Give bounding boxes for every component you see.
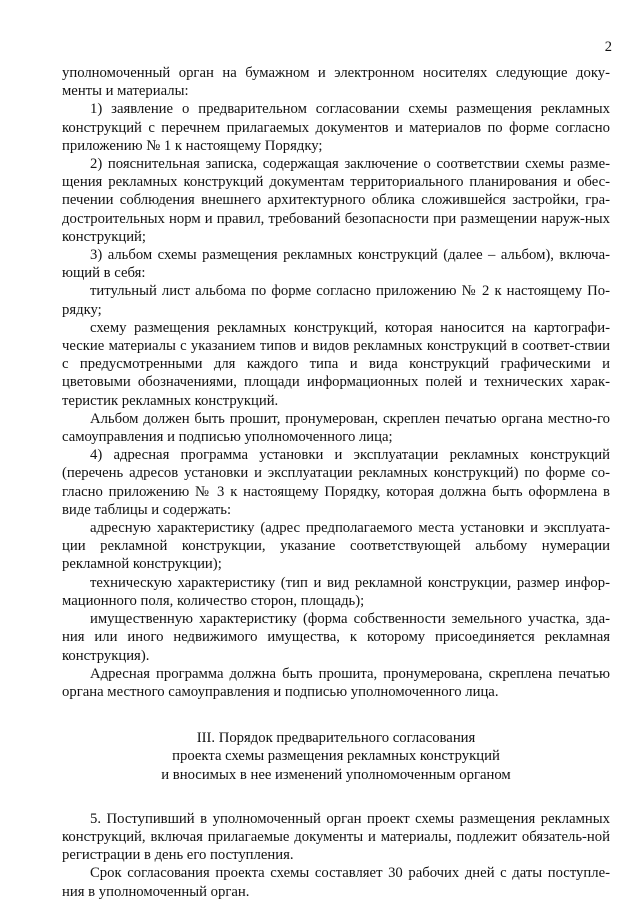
paragraph: 1) заявление о предварительном согласовании схемы размещения рекламных конструкций с перечнем прилагаемых документов и материалов по форме согласно приложению № 1 к настоящему Порядку; [62, 101, 610, 154]
paragraph: титульный лист альбома по форме согласно приложению № 2 к настоящему По-рядку; [62, 283, 610, 318]
section-heading [62, 729, 610, 784]
paragraph: 4) адресная программа установки и эксплуатации рекламных конструкций (перечень адресов установки и эксплуатации рекламных конструкций) по форме со-гласно приложению № 3 к настоящему Порядку, которая должна быть оформлена в виде таблицы и содержать: [62, 447, 610, 518]
paragraph: техническую характеристику (тип и вид рекламной конструкции, размер инфор-мационного поля, количество сторон, площадь); [62, 574, 610, 609]
section-heading-line: проекта схемы размещения рекламных конструкций [172, 748, 500, 765]
page-number: 2 [604, 39, 612, 55]
paragraph: Альбом должен быть прошит, пронумерован, скреплен печатью органа местно-го самоуправления и подписью уполномоченного лица; [62, 410, 610, 446]
paragraph: 2) пояснительная записка, содержащая заключение о соответствии схемы разме-щения рекламных конструкций документам территориального планирования и обес-печении соблюдения внешнего архитектурного облика сложившейся застройки, гра-достроительных норм и правил, требований безопасности при размещении наруж-ных конструкций; [62, 156, 610, 245]
document-body [62, 64, 610, 901]
paragraph: имущественную характеристику (форма собственности земельного участка, зда-ния или иного недвижимого имущества, к которому присоединяется рекламная конструкция). [62, 611, 610, 664]
paragraph: схему размещения рекламных конструкций, которая наносится на картографи-ческие материалы с указанием типов и видов рекламных конструкций в соответ-ствии с предусмотренными для каждого типа и вида конструкций графическими и цветовыми обозначениями, площади информационных полей и технических харак-теристик рекламных конструкций. [62, 319, 610, 409]
paragraph: адресную характеристику (адрес предполагаемого места установки и эксплуата-ции рекламной конструкции, указание соответствующей альбому нумерации рекламной конструкции); [62, 520, 610, 573]
paragraph: уполномоченный орган на бумажном и электронном носителях следующие доку-менты и материалы: [62, 65, 610, 100]
paragraph: Адресная программа должна быть прошита, пронумерована, скреплена печатью органа местного самоуправления и подписью уполномоченного лица. [62, 665, 610, 700]
paragraph: 3) альбом схемы размещения рекламных конструкций (далее – альбом), включа-ющий в себя: [62, 247, 610, 282]
paragraph: Срок согласования проекта схемы составляет 30 рабочих дней с даты поступле-ния в уполномоченный орган. [62, 865, 610, 900]
paragraph: 5. Поступивший в уполномоченный орган проект схемы размещения рекламных конструкций, включая прилагаемые документы и материалы, подлежит обязатель-ной регистрации в день его поступления. [62, 810, 610, 864]
section-heading-line: и вносимых в нее изменений уполномоченным органом [161, 766, 511, 783]
section-heading-line: III. Порядок предварительного согласования [196, 730, 476, 747]
